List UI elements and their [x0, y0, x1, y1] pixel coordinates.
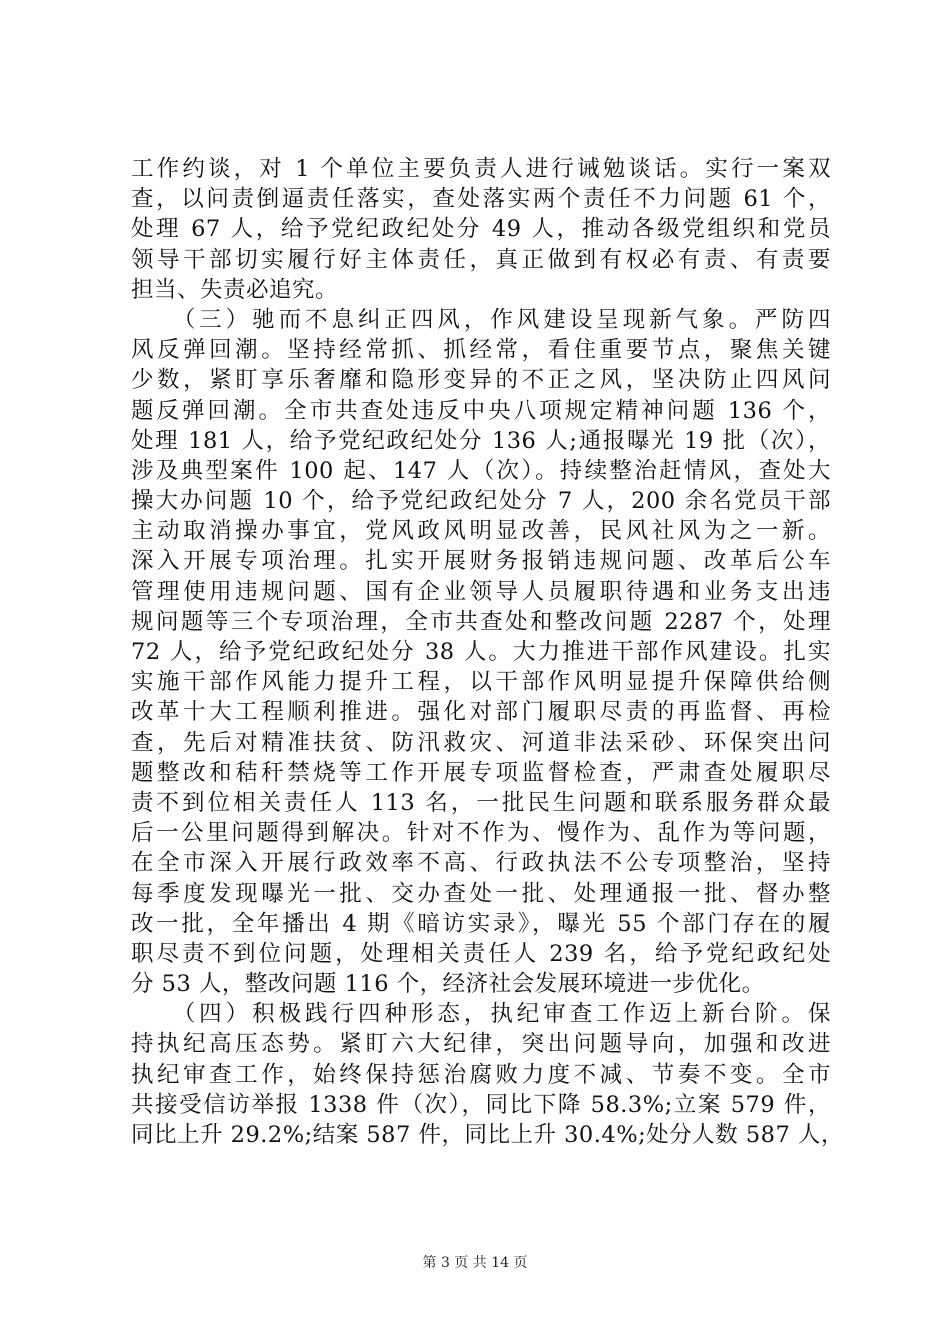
text-line: 72 人，给予党纪政纪处分 38 人。大力推进干部作风建设。扎实: [131, 639, 831, 665]
text-line: 改革十大工程顺利推进。强化对部门履职尽责的再监督、再检: [131, 699, 831, 726]
text-line: 持执纪高压态势。紧盯六大纪律，突出问题导向，加强和改进: [131, 1031, 831, 1058]
page-number: 第 3 页 共 14 页: [422, 1255, 528, 1271]
text-line: 少数，紧盯享乐奢靡和隐形变异的不正之风，坚决防止四风问: [131, 367, 831, 394]
text-line: 领导干部切实履行好主体责任，真正做到有权必有责、有责要: [131, 246, 831, 273]
text-line: 共接受信访举报 1338 件（次），同比下降 58.3%;立案 579 件，: [131, 1091, 831, 1118]
text-line: 后一公里问题得到解决。针对不作为、慢作为、乱作为等问题，: [131, 820, 831, 847]
text-line: 担当、失责必追究。: [131, 276, 339, 303]
text-line: 风反弹回潮。坚持经常抓、抓经常，看住重要节点，聚焦关键: [131, 337, 831, 364]
text-line: 题反弹回潮。全市共查处违反中央八项规定精神问题 136 个，: [131, 397, 831, 424]
text-line: 责不到位相关责任人 113 名，一批民生问题和联系服务群众最: [131, 789, 831, 816]
text-line: 工作约谈，对 1 个单位主要负责人进行诫勉谈话。实行一案双: [131, 156, 831, 182]
page-footer: [0, 1254, 950, 1272]
text-line: 深入开展专项治理。扎实开展财务报销违规问题、改革后公车: [131, 548, 831, 575]
text-line: 涉及典型案件 100 起、147 人（次）。持续整治赶情风，查处大: [131, 457, 831, 484]
text-line: 在全市深入开展行政效率不高、行政执法不公专项整治，坚持: [131, 850, 831, 877]
section-heading-line: （三）驰而不息纠正四风，作风建设呈现新气象。严防四: [131, 306, 831, 333]
text-line: 分 53 人，整改问题 116 个，经济社会发展环境进一步优化。: [131, 971, 765, 998]
text-line: 主动取消操办事宜，党风政风明显改善，民风社风为之一新。: [131, 518, 831, 545]
section-heading-line: （四）积极践行四种形态，执纪审查工作迈上新台阶。保: [131, 1001, 831, 1028]
text-line: 处理 67 人，给予党纪政纪处分 49 人，推动各级党组织和党员: [131, 216, 831, 243]
text-line: 规问题等三个专项治理，全市共查处和整改问题 2287 个，处理: [131, 608, 831, 635]
text-line: 实施干部作风能力提升工程，以干部作风明显提升保障供给侧: [131, 669, 831, 696]
text-line: 执纪审查工作，始终保持惩治腐败力度不减、节奏不变。全市: [131, 1061, 831, 1088]
text-line: 操大办问题 10 个，给予党纪政纪处分 7 人，200 余名党员干部: [131, 488, 831, 515]
text-line: 职尽责不到位问题，处理相关责任人 239 名，给予党纪政纪处: [131, 940, 831, 967]
text-line: 题整改和秸秆禁烧等工作开展专项监督检查，严肃查处履职尽: [131, 759, 831, 786]
body-text: [131, 154, 844, 1150]
text-line: 改一批，全年播出 4 期《暗访实录》，曝光 55 个部门存在的履: [131, 910, 831, 937]
text-line: 处理 181 人，给予党纪政纪处分 136 人;通报曝光 19 批（次），: [131, 427, 831, 454]
text-line: 查，先后对精准扶贫、防汛救灾、河道非法采砂、环保突出问: [131, 729, 831, 756]
text-line: 同比上升 29.2%;结案 587 件，同比上升 30.4%;处分人数 587 人，: [131, 1122, 844, 1148]
text-line: 查，以问责倒逼责任落实，查处落实两个责任不力问题 61 个，: [131, 186, 831, 213]
text-line: 每季度发现曝光一批、交办查处一批、处理通报一批、督办整: [131, 880, 831, 907]
text-line: 管理使用违规问题、国有企业领导人员履职待遇和业务支出违: [131, 578, 831, 605]
